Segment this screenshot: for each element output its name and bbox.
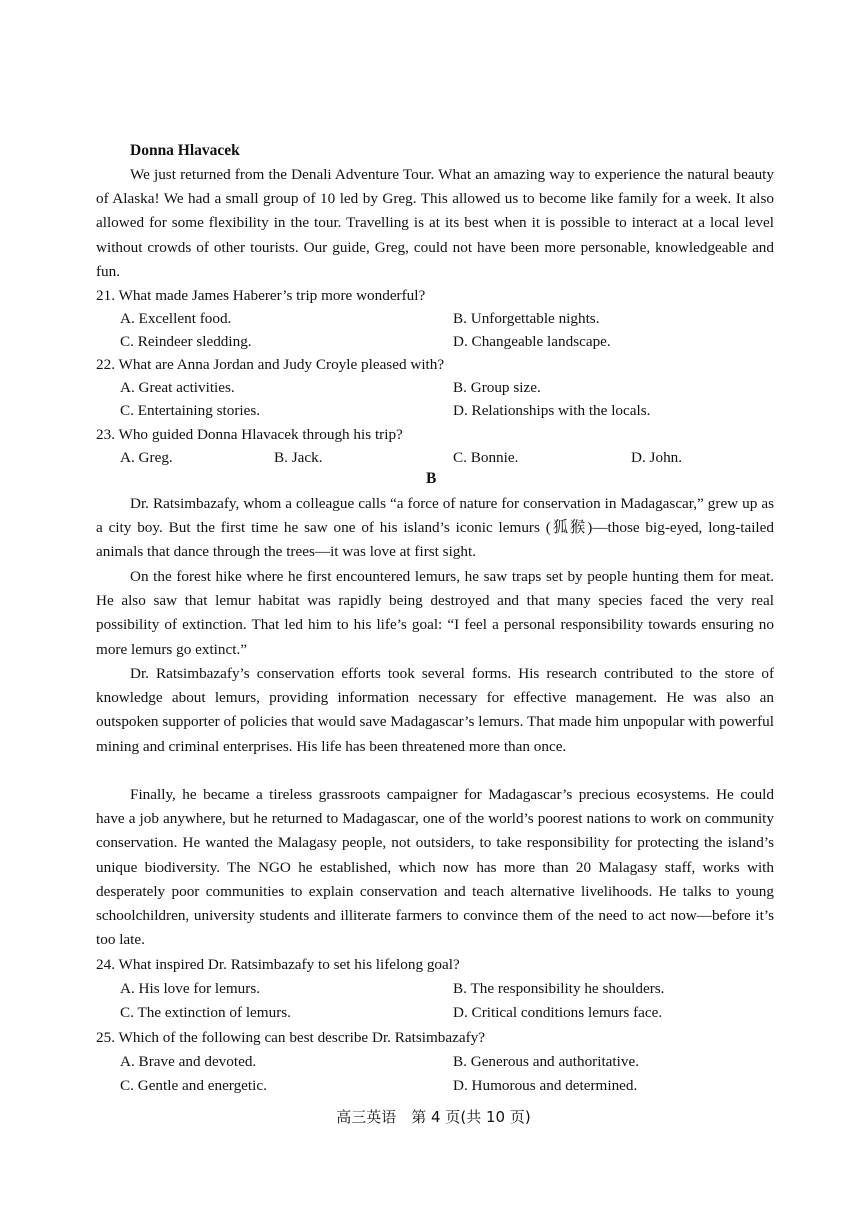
question-24-stem: 24. What inspired Dr. Ratsimbazafy to set his lifelong goal?: [96, 956, 460, 973]
question-25-option-d: D. Humorous and determined.: [453, 1077, 638, 1094]
question-22-stem: 22. What are Anna Jordan and Judy Croyle pleased with?: [96, 356, 445, 373]
question-23-option-c: C. Bonnie.: [453, 449, 519, 466]
question-24-option-b: B. The responsibility he shoulders.: [453, 980, 665, 997]
question-24-option-c: C. The extinction of lemurs.: [120, 1004, 291, 1021]
section-b-paragraph-3: Dr. Ratsimbazafy’s conservation efforts took several forms. His research contributed to the store of knowledge about lemurs, providing information necessary for effective management. He was also an outspoken supporter of policies that would save Madagascar’s lemurs. That made him unpopular with powerful mining and criminal enterprises. His life has been threatened more than once.: [96, 665, 774, 755]
question-23-option-b: B. Jack.: [274, 449, 323, 466]
question-24-option-a: A. His love for lemurs.: [120, 980, 261, 997]
question-21-stem: 21. What made James Haberer’s trip more wonderful?: [96, 287, 426, 304]
question-25-option-c: C. Gentle and energetic.: [120, 1077, 267, 1094]
question-25-option-a: A. Brave and devoted.: [120, 1053, 257, 1070]
question-24-option-d: D. Critical conditions lemurs face.: [453, 1004, 663, 1021]
question-21-option-c: C. Reindeer sledding.: [120, 333, 252, 350]
question-23-option-d: D. John.: [631, 449, 683, 466]
question-22-option-a: A. Great activities.: [120, 379, 235, 396]
reviewer-name: Donna Hlavacek: [130, 142, 240, 159]
question-22-option-b: B. Group size.: [453, 379, 541, 396]
section-b-paragraph-1: Dr. Ratsimbazafy, whom a colleague calls “a force of nature for conservation in Madagascar,” grew up as a city boy. But the first time he saw one of his island’s iconic lemurs (狐猴)—those big-eyed, long-tailed animals that dance through the trees—it was love at first sight.: [96, 495, 774, 561]
review-text: We just returned from the Denali Adventure Tour. What an amazing way to experience the natural beauty of Alaska! We had a small group of 10 led by Greg. This allowed us to become like family for a week. It also allowed for some flexibility in the tour. Travelling is at its best when it is possible to interact at a local level without crowds of other tourists. Our guide, Greg, could not have been more personable, knowledgeable and fun.: [96, 166, 774, 280]
question-21-option-a: A. Excellent food.: [120, 310, 232, 327]
section-b-paragraph-4: Finally, he became a tireless grassroots campaigner for Madagascar’s precious ecosystems. He could have a job anywhere, but he returned to Madagascar, one of the world’s poorest nations to work on community conservation. He wanted the Malagasy people, not outsiders, to take responsibility for protecting the island’s unique biodiversity. The NGO he established, which now has more than 20 Malagasy staff, works with desperately poor communities to explain conservation and teach alternative livelihoods. He talks to young schoolchildren, university students and illiterate farmers to convince them of the need to act now—before it’s too late.: [96, 786, 774, 949]
question-25-stem: 25. Which of the following can best describe Dr. Ratsimbazafy?: [96, 1029, 485, 1046]
question-25-option-b: B. Generous and authoritative.: [453, 1053, 639, 1070]
page-footer: 高三英语 第 4 页(共 10 页): [336, 1108, 531, 1126]
question-21-option-d: D. Changeable landscape.: [453, 333, 611, 350]
question-23-option-a: A. Greg.: [120, 449, 173, 466]
section-b-paragraph-2: On the forest hike where he first encountered lemurs, he saw traps set by people hunting them for meat. He also saw that lemur habitat was rapidly being destroyed and that many species faced the very real possibility of extinction. That led him to his life’s goal: “I feel a personal responsibility towards ensuring no more lemurs go extinct.”: [96, 568, 774, 658]
question-23-stem: 23. Who guided Donna Hlavacek through his trip?: [96, 426, 403, 443]
question-22-option-c: C. Entertaining stories.: [120, 402, 261, 419]
section-b-label: B: [426, 470, 437, 487]
question-22-option-d: D. Relationships with the locals.: [453, 402, 651, 419]
question-21-option-b: B. Unforgettable nights.: [453, 310, 600, 327]
